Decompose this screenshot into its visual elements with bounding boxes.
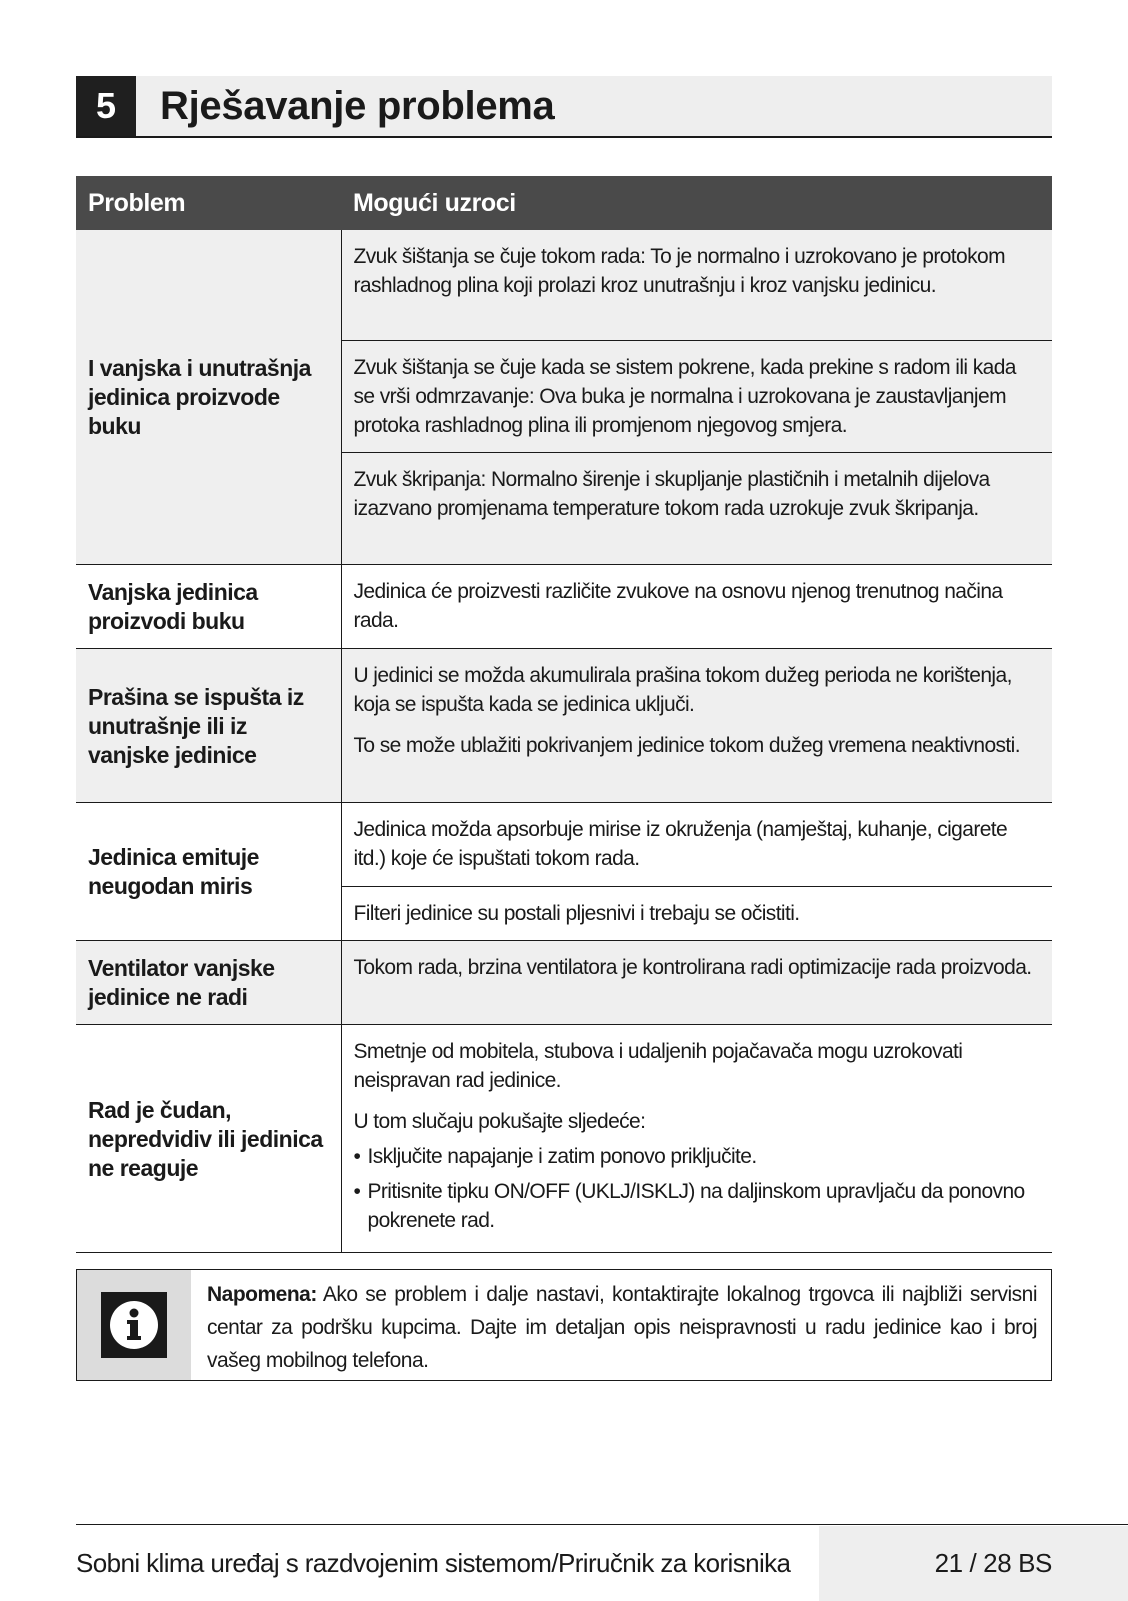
cause-cell: [341, 648, 1052, 802]
column-header-problem: Problem: [76, 176, 341, 230]
cause-cell: [341, 452, 1052, 564]
note-text: [207, 1278, 1037, 1377]
cause-cell: [341, 230, 1052, 340]
cause-cell: [341, 886, 1052, 940]
cause-cell: [341, 1024, 1052, 1252]
section-header: [76, 76, 1052, 138]
cause-text: Filteri jedinice su postali pljesnivi i trebaju se očistiti.: [353, 901, 800, 925]
cause-text: U jedinici se možda akumulirala prašina tokom dužeg perioda ne korištenja, koja se ispušta kada se jedinica uključi.: [353, 663, 1012, 716]
problem-cell: Ventilator vanjske jedinice ne radi: [76, 940, 341, 1024]
cause-text: Jedinica će proizvesti različite zvukove na osnovu njenog trenutnog načina rada.: [353, 579, 1003, 632]
note-body: Ako se problem i dalje nastavi, kontaktirajte lokalnog trgovca ili najbliži servisni centar za podršku kupcima. Dajte im detaljan opis neispravnosti u radu jedinice kao i broj vašeg mobilnog telefona.: [207, 1283, 1037, 1372]
table-row: [76, 802, 1052, 886]
note-icon-panel: [77, 1270, 191, 1380]
table-row: [76, 564, 1052, 648]
column-header-causes: Mogući uzroci: [341, 176, 1052, 230]
cause-cell: [341, 940, 1052, 1024]
info-icon: [101, 1292, 167, 1358]
bullet-item: • Isključite napajanje i zatim ponovo priključite.: [354, 1142, 1041, 1171]
problem-cell: Vanjska jedinica proizvodi buku: [76, 564, 341, 648]
cause-cell: [341, 340, 1052, 452]
problem-cell: Rad je čudan, nepredvidiv ili jedinica ne reaguje: [76, 1024, 341, 1252]
cause-text: To se može ublažiti pokrivanjem jedinice tokom dužeg vremena neaktivnosti.: [353, 733, 1020, 757]
cause-text: Jedinica možda apsorbuje mirise iz okruženja (namještaj, kuhanje, cigarete itd.) koje će ispuštati tokom rada.: [353, 817, 1008, 870]
page-title: Rješavanje problema: [160, 83, 555, 128]
cause-text: Smetnje od mobitela, stubova i udaljenih pojačavača mogu uzrokovati neispravan rad jedinice.: [353, 1039, 963, 1092]
problem-cell: Prašina se ispušta iz unutrašnje ili iz vanjske jedinice: [76, 648, 341, 802]
cause-cell: [341, 802, 1052, 886]
cause-text: Zvuk šištanja se čuje kada se sistem pokrene, kada prekine s radom ili kada se vrši odmrzavanje: Ova buka je normalna i uzrokovana je zaustavljanjem protoka rashladnog plina ili promjenom njegovog smjera.: [353, 355, 1016, 437]
bullet-item: • Pritisnite tipku ON/OFF (UKLJ/ISKLJ) na daljinskom upravljaču da ponovno pokrenete rad.: [354, 1177, 1041, 1235]
cause-text: Zvuk škripanja: Normalno širenje i skupljanje plastičnih i metalnih dijelova izazvano promjenama temperature tokom rada uzrokuje zvuk škripanja.: [353, 467, 990, 520]
table-row: [76, 230, 1052, 340]
section-number: 5: [76, 76, 136, 136]
cause-cell: [341, 564, 1052, 648]
cause-text: Tokom rada, brzina ventilatora je kontrolirana radi optimizacije rada proizvoda.: [353, 955, 1032, 979]
page-number: 21 / 28 BS: [934, 1548, 1052, 1578]
problem-cell: I vanjska i unutrašnja jedinica proizvode buku: [76, 230, 341, 564]
table-row: [76, 648, 1052, 802]
cause-text: U tom slučaju pokušajte sljedeće:: [353, 1109, 646, 1133]
note-label: Napomena:: [207, 1283, 317, 1306]
table-header-row: [76, 176, 1052, 230]
table-row: [76, 940, 1052, 1024]
problem-cell: Jedinica emituje neugodan miris: [76, 802, 341, 940]
table-row: [76, 1024, 1052, 1252]
note-box: [76, 1269, 1052, 1381]
footer-title: Sobni klima uređaj s razdvojenim sistemom/Priručnik za korisnika: [76, 1548, 791, 1578]
troubleshooting-table: [76, 176, 1052, 1253]
cause-text: Zvuk šištanja se čuje tokom rada: To je normalno i uzrokovano je protokom rashladnog plina koji prolazi kroz unutrašnju i kroz vanjsku jedinicu.: [353, 245, 1005, 297]
footer-divider: [76, 1524, 1128, 1525]
